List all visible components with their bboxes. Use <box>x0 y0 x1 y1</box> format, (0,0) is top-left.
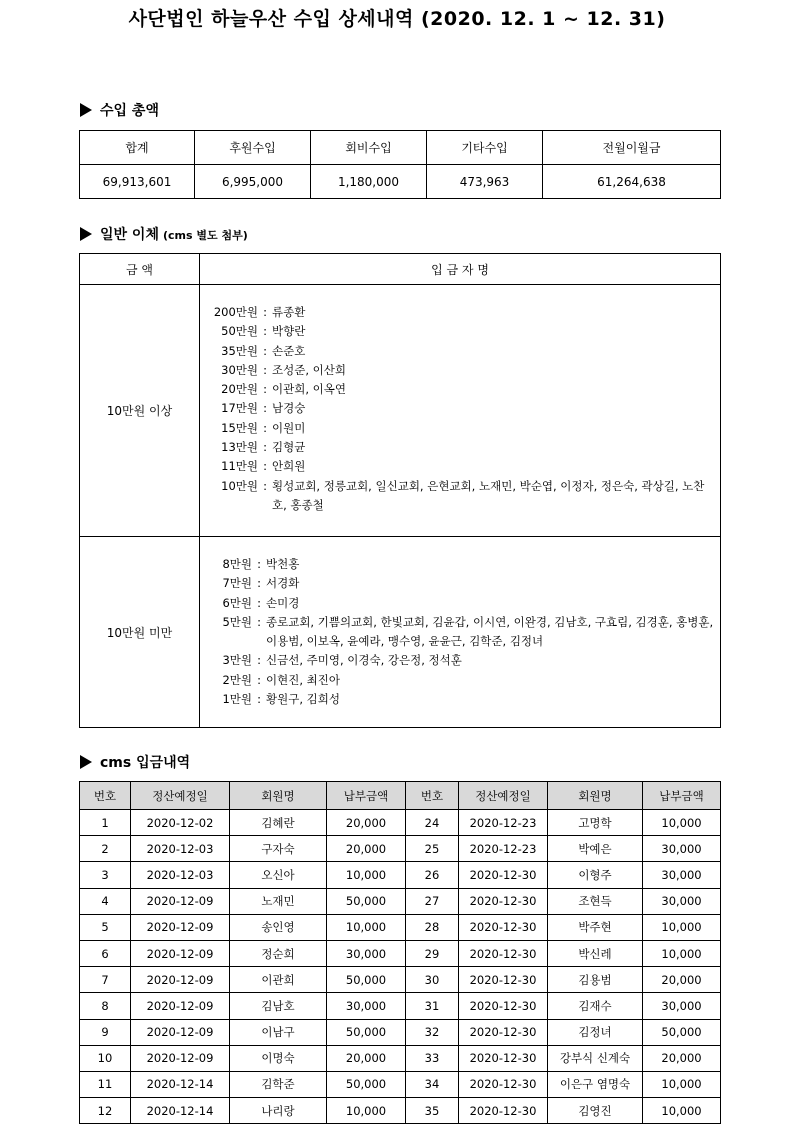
table-cell: 김용범 <box>548 967 643 993</box>
table-cell: 30,000 <box>643 836 721 862</box>
donor-names: 횡성교회, 정릉교회, 일신교회, 은현교회, 노재민, 박순엽, 이정자, 정은숙, 곽상길, 노찬호, 홍종철 <box>272 478 705 512</box>
donor-line: 30만원 : 조성준, 이산희 <box>212 361 714 380</box>
table-cell: 2020-12-23 <box>459 836 548 862</box>
donor-names: 이원미 <box>272 420 306 435</box>
table-cell: 2020-12-14 <box>131 1071 230 1097</box>
table-cell: 이은구 염명숙 <box>548 1071 643 1097</box>
donor-names: 조성준, 이산희 <box>272 362 346 377</box>
donor-amount: 50만원 <box>221 324 258 339</box>
table-cell: 2020-12-30 <box>459 1071 548 1097</box>
table-row <box>80 1071 721 1097</box>
table-row <box>80 914 721 940</box>
general-section-heading <box>80 224 248 244</box>
donor-amount: 2만원 <box>222 672 252 687</box>
donor-group-list <box>200 537 721 728</box>
donor-group-row <box>80 285 721 537</box>
table-cell: 50,000 <box>643 1019 721 1045</box>
summary-value-cell: 61,264,638 <box>543 165 721 199</box>
donor-names: 서경화 <box>266 576 300 591</box>
cms-header-cell: 회원명 <box>548 782 643 810</box>
table-cell: 26 <box>406 862 459 888</box>
cms-section-heading <box>80 752 190 772</box>
general-subheading: (cms 별도 첨부) <box>162 229 248 242</box>
table-cell: 6 <box>80 940 131 966</box>
table-cell: 30,000 <box>643 862 721 888</box>
table-cell: 10 <box>80 1045 131 1071</box>
donor-amount: 3만원 <box>222 653 252 668</box>
summary-value-row <box>80 165 721 199</box>
triangle-bullet-icon <box>80 103 92 117</box>
table-cell: 10,000 <box>327 862 406 888</box>
table-cell: 10,000 <box>643 810 721 836</box>
cms-header-cell: 번호 <box>80 782 131 810</box>
amount-column-header: 금 액 <box>80 254 200 285</box>
summary-header-cell: 후원수입 <box>195 131 311 165</box>
table-cell: 50,000 <box>327 1071 406 1097</box>
summary-value-cell: 473,963 <box>427 165 543 199</box>
donor-line: 13만원 : 김형균 <box>212 438 714 457</box>
table-cell: 4 <box>80 888 131 914</box>
cms-deposit-table <box>79 781 721 1124</box>
table-cell: 이관희 <box>230 967 327 993</box>
table-row <box>80 967 721 993</box>
table-cell: 2020-12-30 <box>459 914 548 940</box>
cms-header-cell: 정산예정일 <box>459 782 548 810</box>
summary-header-row <box>80 131 721 165</box>
table-row <box>80 836 721 862</box>
summary-header-cell: 전월이월금 <box>543 131 721 165</box>
table-cell: 2020-12-14 <box>131 1098 230 1124</box>
table-cell: 30 <box>406 967 459 993</box>
table-cell: 구자숙 <box>230 836 327 862</box>
table-cell: 김남호 <box>230 993 327 1019</box>
table-cell: 20,000 <box>643 1045 721 1071</box>
table-cell: 30,000 <box>643 993 721 1019</box>
table-cell: 박신레 <box>548 940 643 966</box>
donor-line: 8만원 : 박천홍 <box>212 555 714 574</box>
table-cell: 30,000 <box>327 993 406 1019</box>
summary-table <box>79 130 721 199</box>
donor-group-label: 10만원 미만 <box>80 537 200 728</box>
table-cell: 2020-12-30 <box>459 1045 548 1071</box>
donor-line: 17만원 : 남경숭 <box>212 399 714 418</box>
donor-names: 남경숭 <box>272 401 306 416</box>
cms-heading-text: cms 입금내역 <box>100 755 191 771</box>
cms-header-cell: 회원명 <box>230 782 327 810</box>
table-cell: 강부식 신계숙 <box>548 1045 643 1071</box>
table-cell: 2020-12-02 <box>131 810 230 836</box>
table-cell: 박주현 <box>548 914 643 940</box>
donor-names: 박향란 <box>272 324 306 339</box>
table-cell: 이형주 <box>548 862 643 888</box>
table-row <box>80 862 721 888</box>
table-cell: 10,000 <box>327 1098 406 1124</box>
table-cell: 노재민 <box>230 888 327 914</box>
donor-line: 7만원 : 서경화 <box>212 574 714 593</box>
donor-names: 신금선, 주미영, 이경숙, 강은정, 정석훈 <box>266 653 462 668</box>
table-cell: 34 <box>406 1071 459 1097</box>
table-cell: 32 <box>406 1019 459 1045</box>
donor-amount: 1만원 <box>222 692 252 707</box>
summary-section-heading <box>80 100 159 120</box>
donor-amount: 10만원 <box>221 478 258 493</box>
summary-header-cell: 기타수입 <box>427 131 543 165</box>
donor-line: 11만원 : 안희원 <box>212 457 714 476</box>
donor-names: 박천홍 <box>266 557 300 571</box>
donor-amount: 11만원 <box>221 459 258 474</box>
table-row <box>80 940 721 966</box>
donor-amount: 15만원 <box>221 420 258 435</box>
table-cell: 35 <box>406 1098 459 1124</box>
table-cell: 10,000 <box>643 940 721 966</box>
table-cell: 30,000 <box>327 940 406 966</box>
table-cell: 3 <box>80 862 131 888</box>
table-cell: 7 <box>80 967 131 993</box>
donor-amount: 13만원 <box>221 440 258 455</box>
donor-names: 황원구, 김희성 <box>266 692 340 707</box>
table-cell: 25 <box>406 836 459 862</box>
donor-amount: 200만원 <box>213 305 258 319</box>
donor-amount: 6만원 <box>222 595 252 610</box>
donor-names: 김형균 <box>272 440 306 455</box>
cms-header-cell: 납부금액 <box>327 782 406 810</box>
table-cell: 20,000 <box>643 967 721 993</box>
table-cell: 2020-12-09 <box>131 967 230 993</box>
table-cell: 10,000 <box>643 914 721 940</box>
triangle-bullet-icon <box>80 755 92 769</box>
table-row <box>80 1045 721 1071</box>
donor-amount: 5만원 <box>222 614 252 629</box>
table-cell: 김영진 <box>548 1098 643 1124</box>
donor-amount: 7만원 <box>222 576 252 591</box>
table-cell: 5 <box>80 914 131 940</box>
table-cell: 이남구 <box>230 1019 327 1045</box>
donor-line: 1만원 : 황원구, 김희성 <box>212 690 714 709</box>
table-cell: 나리랑 <box>230 1098 327 1124</box>
general-transfer-table <box>79 253 721 728</box>
table-cell: 50,000 <box>327 888 406 914</box>
table-cell: 2020-12-09 <box>131 1019 230 1045</box>
table-cell: 조현득 <box>548 888 643 914</box>
donor-amount: 17만원 <box>221 401 258 416</box>
table-cell: 20,000 <box>327 1045 406 1071</box>
table-cell: 2020-12-30 <box>459 1019 548 1045</box>
table-cell: 12 <box>80 1098 131 1124</box>
table-cell: 9 <box>80 1019 131 1045</box>
triangle-bullet-icon <box>80 227 92 241</box>
table-cell: 김재수 <box>548 993 643 1019</box>
summary-header-cell: 회비수입 <box>311 131 427 165</box>
table-cell: 10,000 <box>643 1098 721 1124</box>
table-cell: 2020-12-03 <box>131 836 230 862</box>
donor-line: 200만원 : 류종환 <box>212 303 714 322</box>
page-title: 사단법인 하늘우산 수입 상세내역 (2020. 12. 1 ~ 12. 31) <box>128 8 666 30</box>
table-cell: 2020-12-09 <box>131 1045 230 1071</box>
general-heading-text: 일반 이체 <box>100 227 159 243</box>
cms-header-cell: 납부금액 <box>643 782 721 810</box>
table-cell: 김정녀 <box>548 1019 643 1045</box>
donor-line: 10만원 : 횡성교회, 정릉교회, 일신교회, 은현교회, 노재민, 박순엽, 이정자, 정은숙, 곽상길, 노찬호, 홍종철 <box>212 477 714 516</box>
donor-line: 15만원 : 이원미 <box>212 419 714 438</box>
donor-group-label: 10만원 이상 <box>80 285 200 537</box>
table-cell: 28 <box>406 914 459 940</box>
table-row <box>80 810 721 836</box>
donor-group-row <box>80 537 721 728</box>
table-row <box>80 888 721 914</box>
donor-names: 손미경 <box>266 595 300 610</box>
table-cell: 김학준 <box>230 1071 327 1097</box>
table-cell: 김혜란 <box>230 810 327 836</box>
donor-line: 3만원 : 신금선, 주미영, 이경숙, 강은정, 정석훈 <box>212 651 714 670</box>
table-cell: 20,000 <box>327 836 406 862</box>
table-cell: 고명학 <box>548 810 643 836</box>
table-cell: 33 <box>406 1045 459 1071</box>
table-cell: 2020-12-30 <box>459 1098 548 1124</box>
donor-names: 종로교회, 기쁨의교회, 한빛교회, 김윤갑, 이시연, 이완경, 김남호, 구효림, 김경훈, 홍병훈, 이용범, 이보옥, 윤예라, 맹수영, 윤윤근, 김학준, 김정녀 <box>266 614 714 649</box>
table-cell: 29 <box>406 940 459 966</box>
table-cell: 10,000 <box>643 1071 721 1097</box>
table-cell: 2020-12-09 <box>131 888 230 914</box>
donor-names: 손준호 <box>272 343 306 358</box>
table-cell: 오신아 <box>230 862 327 888</box>
table-cell: 2020-12-03 <box>131 862 230 888</box>
table-cell: 정순희 <box>230 940 327 966</box>
donor-amount: 20만원 <box>221 382 258 397</box>
table-cell: 8 <box>80 993 131 1019</box>
table-cell: 50,000 <box>327 1019 406 1045</box>
general-header-row <box>80 254 721 285</box>
summary-value-cell: 1,180,000 <box>311 165 427 199</box>
table-cell: 2020-12-30 <box>459 888 548 914</box>
table-cell: 2 <box>80 836 131 862</box>
table-cell: 24 <box>406 810 459 836</box>
table-cell: 2020-12-23 <box>459 810 548 836</box>
table-cell: 2020-12-30 <box>459 862 548 888</box>
donor-names: 이현진, 최진아 <box>266 672 340 687</box>
cms-header-cell: 정산예정일 <box>131 782 230 810</box>
donor-amount: 35만원 <box>221 343 258 358</box>
table-cell: 2020-12-09 <box>131 914 230 940</box>
donor-amount: 30만원 <box>221 362 258 377</box>
table-cell: 11 <box>80 1071 131 1097</box>
table-cell: 송인영 <box>230 914 327 940</box>
summary-header-cell: 합계 <box>80 131 195 165</box>
donor-names: 안희원 <box>272 459 306 474</box>
donor-amount: 8만원 <box>222 557 252 571</box>
summary-value-cell: 69,913,601 <box>80 165 195 199</box>
table-cell: 10,000 <box>327 914 406 940</box>
donor-line: 50만원 : 박향란 <box>212 322 714 341</box>
table-cell: 2020-12-30 <box>459 940 548 966</box>
table-cell: 박예은 <box>548 836 643 862</box>
table-cell: 2020-12-09 <box>131 940 230 966</box>
donor-line: 2만원 : 이현진, 최진아 <box>212 671 714 690</box>
donor-line: 35만원 : 손준호 <box>212 342 714 361</box>
donor-names: 이관희, 이옥연 <box>272 382 346 397</box>
table-row <box>80 993 721 1019</box>
table-cell: 30,000 <box>643 888 721 914</box>
table-cell: 20,000 <box>327 810 406 836</box>
donor-group-list <box>200 285 721 537</box>
donor-line: 20만원 : 이관희, 이옥연 <box>212 380 714 399</box>
table-cell: 2020-12-30 <box>459 967 548 993</box>
donor-names: 류종환 <box>272 305 306 319</box>
table-cell: 27 <box>406 888 459 914</box>
cms-table-body <box>80 810 721 1124</box>
table-row <box>80 1098 721 1124</box>
table-cell: 31 <box>406 993 459 1019</box>
cms-header-cell: 번호 <box>406 782 459 810</box>
table-cell: 1 <box>80 810 131 836</box>
cms-header-row <box>80 782 721 810</box>
summary-value-cell: 6,995,000 <box>195 165 311 199</box>
table-cell: 50,000 <box>327 967 406 993</box>
table-row <box>80 1019 721 1045</box>
table-cell: 이명숙 <box>230 1045 327 1071</box>
names-column-header: 입 금 자 명 <box>200 254 721 285</box>
donor-line: 6만원 : 손미경 <box>212 594 714 613</box>
table-cell: 2020-12-30 <box>459 993 548 1019</box>
donor-line: 5만원 : 종로교회, 기쁨의교회, 한빛교회, 김윤갑, 이시연, 이완경, 김남호, 구효림, 김경훈, 홍병훈, 이용범, 이보옥, 윤예라, 맹수영, 윤윤근, 김학준, 김정녀 <box>212 613 714 652</box>
table-cell: 2020-12-09 <box>131 993 230 1019</box>
summary-heading-text: 수입 총액 <box>100 103 159 119</box>
